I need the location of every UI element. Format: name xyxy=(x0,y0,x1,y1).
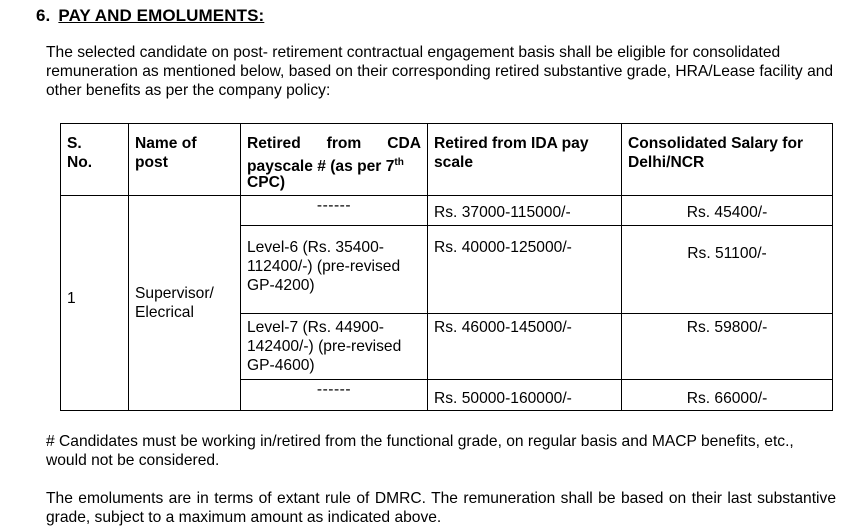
header-cda: Retired from CDA payscale # (as per 7th CPC) xyxy=(241,124,428,196)
cell-ida: Rs. 40000-125000/- xyxy=(428,226,622,314)
footnote-paragraph: # Candidates must be working in/retired from the functional grade, on regular basis and MACP benefits, etc., would not be considered. xyxy=(46,433,794,469)
cell-salary: Rs. 66000/- xyxy=(622,380,833,411)
cell-ida: Rs. 50000-160000/- xyxy=(428,380,622,411)
cell-ida: Rs. 37000-115000/- xyxy=(428,196,622,226)
header-ida: Retired from IDA pay scale xyxy=(428,124,622,196)
cell-post: Supervisor/ Elecrical xyxy=(129,196,241,411)
cell-salary: Rs. 45400/- xyxy=(622,196,833,226)
table-row xyxy=(61,196,833,226)
table-header-row xyxy=(61,124,833,196)
cell-salary: Rs. 59800/- xyxy=(622,314,833,380)
cell-sno: 1 xyxy=(61,196,129,411)
header-salary: Consolidated Salary for Delhi/NCR xyxy=(622,124,833,196)
cell-cda: Level-6 (Rs. 35400-112400/-) (pre-revised GP-4200) xyxy=(241,226,428,314)
section-heading xyxy=(36,6,264,26)
pay-table xyxy=(60,123,833,411)
header-sno: S. No. xyxy=(61,124,129,196)
section-title: PAY AND EMOLUMENTS: xyxy=(58,6,265,25)
cell-cda: Level-7 (Rs. 44900-142400/-) (pre-revised GP-4600) xyxy=(241,314,428,380)
cell-cda: ------ xyxy=(241,380,428,411)
section-number: 6. xyxy=(36,6,51,25)
cell-salary: Rs. 51100/- xyxy=(622,226,833,314)
intro-paragraph: The selected candidate on post- retirement contractual engagement basis shall be eligible for consolidated remuneration as mentioned below, based on their corresponding retired substantive grade, HRA/Lease facility and other benefits as per the company policy: xyxy=(46,44,834,99)
cell-ida: Rs. 46000-145000/- xyxy=(428,314,622,380)
cell-cda: ------ xyxy=(241,196,428,226)
emoluments-rule-paragraph: The emoluments are in terms of extant rule of DMRC. The remuneration shall be based on their last substantive grade, subject to a maximum amount as indicated above. xyxy=(46,490,836,526)
header-post: Name of post xyxy=(129,124,241,196)
